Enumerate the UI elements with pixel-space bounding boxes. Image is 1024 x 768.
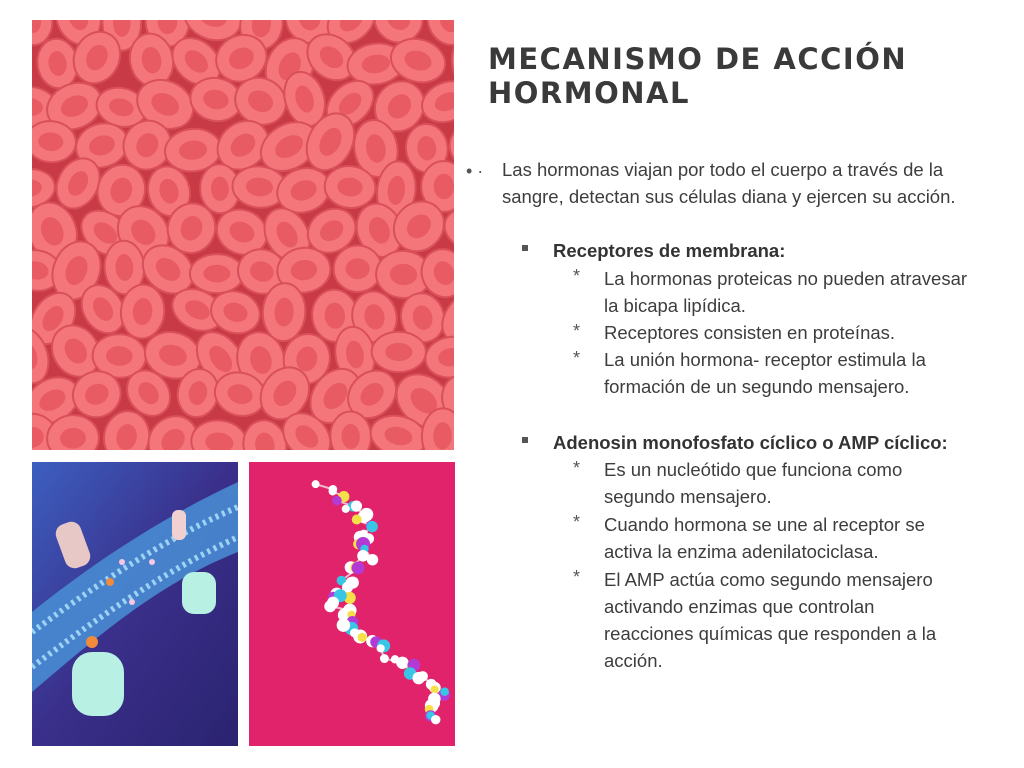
receptores-item-line: formación de un segundo mensajero. bbox=[604, 376, 910, 397]
sub-bullet-marker: * bbox=[573, 512, 581, 532]
title-line-2: HORMONAL bbox=[488, 76, 690, 110]
bullet-marker: • · bbox=[466, 161, 484, 181]
slide-title bbox=[488, 42, 1008, 110]
amp-item-line: reacciones químicas que responden a la bbox=[604, 623, 937, 644]
section-square-bullet bbox=[522, 245, 528, 251]
cell-membrane-illustration bbox=[32, 462, 238, 746]
receptores-item-line: Receptores consisten en proteínas. bbox=[604, 322, 896, 343]
section-heading-amp: Adenosin monofosfato cíclico o AMP cíclico: bbox=[553, 432, 948, 453]
receptores-item-line: la bicapa lipídica. bbox=[604, 295, 746, 316]
sub-bullet-marker: * bbox=[573, 567, 581, 587]
sub-bullet-marker: * bbox=[573, 266, 581, 286]
title-line-1: MECANISMO DE ACCIÓN bbox=[488, 42, 908, 76]
amp-item-line: Es un nucleótido que funciona como bbox=[604, 459, 903, 480]
section-heading-receptores: Receptores de membrana: bbox=[553, 240, 786, 261]
amp-item-line: acción. bbox=[604, 650, 663, 671]
amp-item-line: activa la enzima adenilatociclasa. bbox=[604, 541, 879, 562]
camp-molecule-image bbox=[249, 462, 455, 746]
red-blood-cells-illustration bbox=[32, 20, 454, 450]
amp-item-line: Cuando hormona se une al receptor se bbox=[604, 514, 925, 535]
amp-item-line: activando enzimas que controlan bbox=[604, 596, 875, 617]
amp-item-line: segundo mensajero. bbox=[604, 486, 772, 507]
section-square-bullet bbox=[522, 437, 528, 443]
receptores-item-line: La hormonas proteicas no pueden atravesar bbox=[604, 268, 968, 289]
receptores-item-line: La unión hormona- receptor estimula la bbox=[604, 349, 926, 370]
intro-line-2: sangre, detectan sus células diana y ejercen su acción. bbox=[502, 186, 956, 207]
sub-bullet-marker: * bbox=[573, 458, 581, 478]
amp-item-line: El AMP actúa como segundo mensajero bbox=[604, 569, 933, 590]
sub-bullet-marker: * bbox=[573, 348, 581, 368]
intro-line-1: Las hormonas viajan por todo el cuerpo a través de la bbox=[502, 159, 944, 180]
red-blood-cells-image bbox=[32, 20, 454, 450]
camp-molecule-illustration bbox=[249, 462, 455, 746]
cell-membrane-image bbox=[32, 462, 238, 746]
sub-bullet-marker: * bbox=[573, 321, 581, 341]
